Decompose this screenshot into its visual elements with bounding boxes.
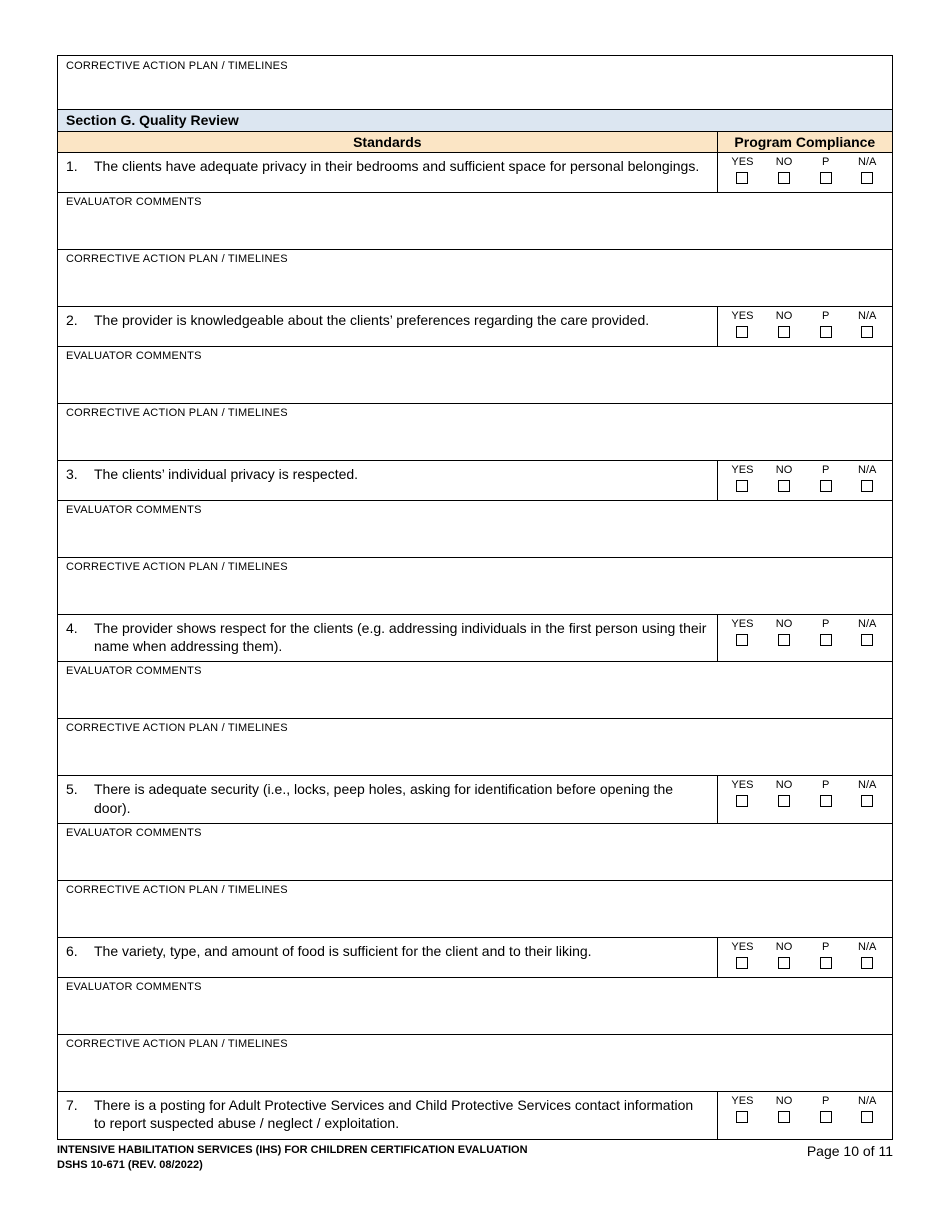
- option-label-p: P: [821, 618, 830, 630]
- corrective-action-label: CORRECTIVE ACTION PLAN / TIMELINES: [66, 561, 288, 573]
- option-label-yes: YES: [731, 1094, 754, 1107]
- checkbox-yes[interactable]: [736, 480, 748, 492]
- evaluator-comments-area[interactable]: [58, 823, 893, 880]
- compliance-column-header: Program Compliance: [717, 132, 892, 153]
- corrective-action-area[interactable]: [58, 1034, 893, 1091]
- standard-row: [58, 937, 893, 977]
- evaluator-comments-row: [58, 501, 893, 558]
- checkbox-na[interactable]: [861, 795, 873, 807]
- checkbox-na[interactable]: [861, 1111, 873, 1123]
- standard-row: [58, 776, 893, 823]
- footer-form-title: INTENSIVE HABILITATION SERVICES (IHS) FOR CHILDREN CERTIFICATION EVALUATION: [57, 1144, 528, 1156]
- checkbox-yes[interactable]: [736, 634, 748, 646]
- corrective-action-area[interactable]: [58, 880, 893, 937]
- option-label-yes: YES: [731, 310, 754, 322]
- compliance-cell: [717, 615, 892, 662]
- corrective-action-row: [58, 250, 893, 307]
- checkbox-yes[interactable]: [736, 326, 748, 338]
- table-header-row: [58, 132, 893, 153]
- standard-number: 1.: [66, 158, 78, 174]
- standard-text: The variety, type, and amount of food is sufficient for the client and to their liking.: [94, 942, 592, 959]
- evaluator-comments-label: EVALUATOR COMMENTS: [66, 980, 202, 993]
- standard-text: There is adequate security (i.e., locks, peep holes, asking for identification before opening the door).: [94, 781, 674, 816]
- evaluator-comments-label: EVALUATOR COMMENTS: [66, 826, 202, 839]
- option-label-na: N/A: [858, 464, 877, 476]
- evaluator-comments-area[interactable]: [58, 347, 893, 404]
- evaluator-comments-row: [58, 193, 893, 250]
- checkbox-na[interactable]: [861, 172, 873, 184]
- compliance-cell: [717, 776, 892, 823]
- checkbox-p[interactable]: [820, 172, 832, 184]
- checkbox-no[interactable]: [778, 1111, 790, 1123]
- standard-text: The provider shows respect for the clients (e.g. addressing individuals in the first person using their name when addressing them).: [94, 620, 707, 655]
- corrective-action-label: CORRECTIVE ACTION PLAN / TIMELINES: [66, 1037, 288, 1050]
- page-number: Page 10 of 11: [806, 1143, 893, 1159]
- evaluator-comments-area[interactable]: [58, 977, 893, 1034]
- checkbox-yes[interactable]: [736, 172, 748, 184]
- option-label-p: P: [821, 1094, 830, 1107]
- checkbox-yes[interactable]: [736, 1111, 748, 1123]
- evaluator-comments-label: EVALUATOR COMMENTS: [66, 350, 202, 362]
- checkbox-p[interactable]: [820, 795, 832, 807]
- option-label-yes: YES: [731, 779, 754, 792]
- option-label-no: NO: [775, 310, 793, 322]
- standard-number: 7.: [66, 1096, 78, 1113]
- corrective-action-row: [58, 404, 893, 461]
- section-g-header: Section G. Quality Review: [57, 110, 893, 131]
- checkbox-no[interactable]: [778, 326, 790, 338]
- checkbox-na[interactable]: [861, 326, 873, 338]
- standard-number: 4.: [66, 620, 78, 636]
- standard-row: [58, 307, 893, 347]
- corrective-action-row: [58, 558, 893, 615]
- checkbox-no[interactable]: [778, 634, 790, 646]
- option-label-no: NO: [775, 618, 793, 630]
- checkbox-p[interactable]: [820, 957, 832, 969]
- standard-text: There is a posting for Adult Protective Services and Child Protective Services contact information to report suspected abuse / neglect / exploitation.: [94, 1096, 694, 1131]
- evaluator-comments-label: EVALUATOR COMMENTS: [66, 504, 202, 516]
- corrective-action-label: CORRECTIVE ACTION PLAN / TIMELINES: [66, 722, 288, 735]
- standard-row: [58, 153, 893, 193]
- option-label-na: N/A: [858, 618, 877, 630]
- checkbox-no[interactable]: [778, 172, 790, 184]
- option-label-no: NO: [775, 1094, 793, 1107]
- evaluator-comments-row: [58, 823, 893, 880]
- standard-text: The provider is knowledgeable about the clients’ preferences regarding the care provided.: [94, 312, 650, 328]
- checkbox-p[interactable]: [820, 1111, 832, 1123]
- evaluator-comments-row: [58, 977, 893, 1034]
- option-label-yes: YES: [731, 156, 754, 168]
- corrective-action-row: [58, 880, 893, 937]
- standard-text: The clients have adequate privacy in their bedrooms and sufficient space for personal belongings.: [94, 158, 700, 174]
- option-label-no: NO: [775, 779, 793, 792]
- compliance-cell: [717, 937, 892, 977]
- standard-row: [58, 461, 893, 501]
- corrective-action-area[interactable]: [58, 250, 893, 307]
- option-label-na: N/A: [858, 1094, 877, 1107]
- evaluator-comments-row: [58, 662, 893, 719]
- quality-review-table: [57, 131, 893, 1140]
- compliance-cell: [717, 461, 892, 501]
- standard-number: 6.: [66, 942, 78, 959]
- option-label-p: P: [821, 464, 830, 476]
- checkbox-yes[interactable]: [736, 957, 748, 969]
- option-label-p: P: [821, 779, 830, 792]
- corrective-action-area[interactable]: [58, 404, 893, 461]
- checkbox-no[interactable]: [778, 795, 790, 807]
- option-label-no: NO: [775, 940, 793, 953]
- standard-number: 5.: [66, 781, 78, 798]
- standard-row: [58, 615, 893, 662]
- standard-text: The clients’ individual privacy is respected.: [94, 466, 359, 482]
- option-label-yes: YES: [731, 618, 754, 630]
- option-label-na: N/A: [858, 779, 877, 792]
- footer-form-info: [57, 1143, 528, 1174]
- option-label-p: P: [821, 940, 830, 953]
- evaluator-comments-area[interactable]: [58, 501, 893, 558]
- evaluator-comments-label: EVALUATOR COMMENTS: [66, 196, 202, 208]
- checkbox-p[interactable]: [820, 634, 832, 646]
- option-label-no: NO: [775, 156, 793, 168]
- evaluator-comments-row: [58, 347, 893, 404]
- checkbox-p[interactable]: [820, 480, 832, 492]
- standard-number: 2.: [66, 312, 78, 328]
- corrective-action-label: CORRECTIVE ACTION PLAN / TIMELINES: [66, 60, 288, 72]
- evaluator-comments-label: EVALUATOR COMMENTS: [66, 665, 202, 678]
- checkbox-na[interactable]: [861, 957, 873, 969]
- option-label-yes: YES: [731, 940, 754, 953]
- standard-number: 3.: [66, 466, 78, 482]
- option-label-na: N/A: [858, 156, 877, 168]
- page-footer: [57, 1143, 893, 1174]
- checkbox-p[interactable]: [820, 326, 832, 338]
- option-label-na: N/A: [858, 940, 877, 953]
- compliance-cell: [717, 1091, 892, 1139]
- checkbox-no[interactable]: [778, 957, 790, 969]
- corrective-action-row: [58, 1034, 893, 1091]
- checkbox-yes[interactable]: [736, 795, 748, 807]
- corrective-action-label: CORRECTIVE ACTION PLAN / TIMELINES: [66, 883, 288, 896]
- corrective-action-area[interactable]: [58, 719, 893, 776]
- form-content: [57, 55, 893, 1140]
- compliance-cell: [717, 307, 892, 347]
- corrective-action-label: CORRECTIVE ACTION PLAN / TIMELINES: [66, 407, 288, 419]
- footer-form-number: DSHS 10-671 (REV. 08/2022): [57, 1159, 203, 1172]
- checkbox-na[interactable]: [861, 480, 873, 492]
- corrective-action-label: CORRECTIVE ACTION PLAN / TIMELINES: [66, 253, 288, 265]
- compliance-cell: [717, 153, 892, 193]
- standard-row: [58, 1091, 893, 1139]
- option-label-p: P: [821, 310, 830, 322]
- checkbox-no[interactable]: [778, 480, 790, 492]
- corrective-action-area[interactable]: [58, 558, 893, 615]
- evaluator-comments-area[interactable]: [58, 193, 893, 250]
- option-label-yes: YES: [731, 464, 754, 476]
- option-label-na: N/A: [858, 310, 877, 322]
- corrective-action-box-top[interactable]: [57, 55, 893, 110]
- evaluator-comments-area[interactable]: [58, 662, 893, 719]
- checkbox-na[interactable]: [861, 634, 873, 646]
- corrective-action-row: [58, 719, 893, 776]
- option-label-no: NO: [775, 464, 793, 476]
- standards-column-header: Standards: [58, 132, 718, 153]
- option-label-p: P: [821, 156, 830, 168]
